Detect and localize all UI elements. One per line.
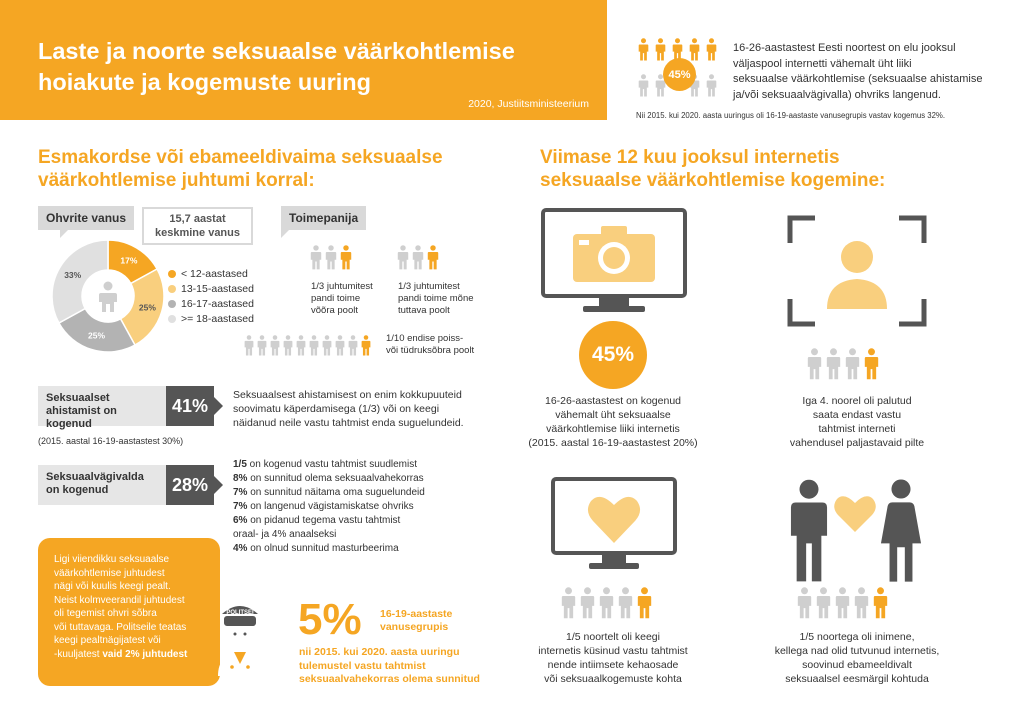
witness-line: väärkohtlemise juhtudest [54, 567, 165, 579]
legend-label: 16-17-aastased [181, 297, 254, 310]
intimate-questions-text [521, 630, 705, 686]
victim-age-donut-chart [50, 238, 166, 354]
legend-swatch [168, 270, 176, 278]
list-text: on kogenud vastu tahtmist suudlemist [246, 459, 417, 470]
people-row-icon [797, 585, 907, 621]
witness-line: Ligi viiendikku seksuaalse [54, 554, 170, 565]
legend-label: < 12-aastased [181, 267, 248, 280]
explicit-images-text [765, 394, 949, 450]
ex-partner-people-icon [244, 334, 384, 358]
five-percent-value: 5% [298, 595, 362, 644]
child-icon [99, 282, 117, 313]
top-line: ja/või seksuaalvägivalla) ohvriks langenud. [733, 88, 941, 101]
photo-frame-person-icon [787, 215, 927, 327]
arrow-shape [214, 397, 223, 415]
caption-line: kellega nad olid tutvunud internetis, [774, 645, 940, 657]
right-title-line: seksuaalse väärkohtlemise kogemine: [540, 170, 886, 191]
perpetrator-acquaintance-text [398, 281, 474, 317]
caption-line: 16-26-aastastest on kogenud [544, 395, 681, 407]
donut-slice-label: 17% [120, 255, 138, 266]
stranger-people-icon [310, 243, 366, 271]
caption-line: internetis küsinud vastu tahtmist [538, 645, 688, 657]
list-figure: 4% [233, 543, 248, 554]
list-figure: 8% [233, 473, 248, 484]
legend-item [168, 296, 254, 311]
group-line: vanusegrupis [380, 621, 449, 633]
violence-list-item [233, 486, 425, 500]
header-banner [0, 0, 607, 120]
caption-line: vahendusel paljastavaid pilte [789, 437, 925, 449]
legend-item [168, 266, 254, 281]
online-abuse-value: 45% [579, 321, 647, 389]
page-title [38, 36, 578, 98]
five-percent-text [299, 646, 499, 687]
label-line: ahistamist on kogenud [46, 405, 117, 430]
text-line: näidanud neile vastu tahtmist enda suguelundeid. [233, 417, 464, 429]
list-text: on pidanud tegema vastu tahtmist [247, 515, 401, 526]
title-line-2: hoiakute ja kogemuste uuring [38, 69, 371, 95]
witness-emphasis: vaid 2% juhtudest [102, 648, 188, 660]
perp-line: pandi toime [311, 293, 361, 304]
legend-item [168, 281, 254, 296]
legend-label: 13-15-aastased [181, 282, 254, 295]
caption-line: või seksuaalkogemuste kohta [544, 673, 682, 685]
perp-line: pandi toime mõne [398, 293, 474, 304]
donut-slice-label: 25% [88, 330, 106, 341]
top-stat-badge: 45% [663, 58, 696, 91]
perpetrator-tag: Toimepanija [281, 206, 366, 230]
top-line: väljaspool internetti vähemalt üht liiki [733, 57, 912, 70]
left-section-title [38, 146, 508, 192]
couple-heart-icon [780, 476, 930, 588]
perp-line: 1/3 juhtumitest [398, 281, 460, 292]
caption-line: Iga 4. noorel oli palutud [802, 395, 912, 407]
label-line: Seksuaalvägivalda [46, 471, 144, 483]
text-line: seksuaalvahekorras olema sunnitud [299, 673, 480, 685]
top-line: 16-26-aastastest Eesti noortest on elu jooksul [733, 42, 956, 54]
violence-list-item [233, 458, 425, 472]
violence-list-item [233, 500, 425, 514]
legend-swatch [168, 315, 176, 323]
witness-line: keegi pealtnägijatest või [54, 635, 161, 646]
monitor-camera-icon [541, 208, 687, 318]
caption-line: (2015. aastal 16-19-aastastest 20%) [528, 437, 698, 449]
top-stat-note: Nii 2015. kui 2020. aasta uuringus oli 16-19-aastaste vanusegrupis vastav kogemus 32%. [636, 111, 946, 120]
caption-line: tahtmist interneti [818, 423, 896, 435]
donut-slice-label: 33% [64, 270, 82, 281]
label-line: Seksuaalset [46, 392, 110, 404]
title-line-1: Laste ja noorte seksuaalse väärkohtlemise [38, 38, 515, 64]
list-text: on sunnitud näitama oma suguelundeid [247, 487, 425, 498]
average-age-label: keskmine vanus [155, 227, 240, 239]
legend-item [168, 311, 254, 326]
donut-slice-label: 25% [138, 302, 156, 313]
perp-line: 1/10 endise poiss- [386, 333, 464, 344]
harassment-text [233, 388, 464, 430]
violence-list-item [233, 472, 425, 486]
caption-line: 1/5 noortelt oli keegi [566, 631, 660, 643]
harassment-value: 41% [166, 386, 214, 426]
group-line: 16-19-aastaste [380, 608, 453, 620]
people-row-icon [807, 346, 897, 382]
list-text: on langenud vägistamiskatse ohvriks [247, 501, 414, 512]
list-text: on sunnitud olema seksuaalvahekorras [247, 473, 424, 484]
list-text: on olnud sunnitud masturbeerima [247, 543, 399, 554]
police-cap-text: POLITSEI [226, 610, 254, 616]
caption-line: 1/5 noortega oli inimene, [799, 631, 915, 643]
donut-slice [52, 240, 108, 323]
tag-tail [281, 230, 289, 238]
text-line: Seksuaalsest ahistamisest on enim kokkupuuteid [233, 389, 462, 401]
list-text: oraal- ja 4% anaalseksi [233, 529, 337, 540]
caption-line: vähemalt üht seksuaalse [555, 409, 671, 421]
witness-line: Neist kolmveerandil juhtudest [54, 594, 185, 606]
top-stat-text [733, 41, 1003, 103]
arrow-shape [214, 476, 223, 494]
list-figure: 1/5 [233, 459, 247, 470]
witness-line: või tuttavaga. Politseile teatas [54, 621, 187, 633]
source-label: 2020, Justiitsministeerium [468, 98, 589, 110]
harassment-note: (2015. aastal 16-19-aastastest 30%) [38, 436, 184, 446]
tag-tail [60, 230, 68, 238]
violence-list [233, 458, 425, 556]
legend-swatch [168, 300, 176, 308]
list-figure: 7% [233, 487, 248, 498]
text-line: nii 2015. kui 2020. aasta uuringu [299, 646, 460, 658]
acquaintance-people-icon [397, 243, 453, 271]
legend-swatch [168, 285, 176, 293]
list-figure: 7% [233, 501, 248, 512]
perp-line: või tüdruksõbra poolt [386, 345, 475, 356]
five-percent-group [380, 608, 452, 634]
witness-line: oli tegemist ohvri sõbra [54, 608, 157, 619]
harassment-label [38, 386, 166, 430]
text-line: soovimatu käperdamisega (1/3) või on keegi [233, 403, 440, 415]
monitor-heart-icon [551, 477, 677, 577]
violence-list-item [233, 528, 425, 542]
witness-text [54, 553, 222, 661]
perp-line: tuttava poolt [398, 305, 450, 316]
witness-line: nägi või kuulis keegi pealt. [54, 581, 171, 592]
perpetrator-stranger-text [311, 281, 373, 317]
victim-age-tag: Ohvrite vanus [38, 206, 134, 230]
caption-line: soovinud ebameeldivalt [802, 659, 912, 671]
meeting-request-text [757, 630, 957, 686]
donut-legend [168, 266, 254, 326]
perpetrator-ex-partner-text [386, 333, 474, 357]
violence-list-item [233, 514, 425, 528]
caption-line: väärkohtlemise liiki internetis [546, 423, 680, 435]
legend-label: >= 18-aastased [181, 312, 254, 325]
violence-value: 28% [166, 465, 214, 505]
right-section-title [540, 146, 1010, 192]
caption-line: nende intiimsete kehaosade [547, 659, 679, 671]
list-figure: 6% [233, 515, 248, 526]
top-line: seksuaalse väärkohtlemise (seksuaalse ahistamise [733, 73, 983, 85]
average-age-value: 15,7 aastat [169, 213, 226, 225]
left-title-line: Esmakordse või ebameeldivaima seksuaalse [38, 147, 443, 168]
violence-list-item [233, 542, 425, 556]
label-line: on kogenud [46, 484, 109, 496]
witness-line: -kuuljatest [54, 648, 103, 660]
online-abuse-text [521, 394, 705, 450]
violence-label [38, 465, 166, 505]
perp-line: võõra poolt [311, 305, 359, 316]
caption-line: seksuaalsel eesmärgil kohtuda [785, 673, 929, 685]
text-line: tulemustel vastu tahtmist [299, 659, 426, 672]
witness-box [38, 538, 220, 686]
right-title-line: Viimase 12 kuu jooksul internetis [540, 147, 840, 168]
left-title-line: väärkohtlemise juhtumi korral: [38, 170, 315, 191]
police-officer-icon [210, 590, 270, 676]
people-row-icon [561, 585, 671, 621]
caption-line: saata endast vastu [812, 409, 902, 421]
perp-line: 1/3 juhtumitest [311, 281, 373, 292]
